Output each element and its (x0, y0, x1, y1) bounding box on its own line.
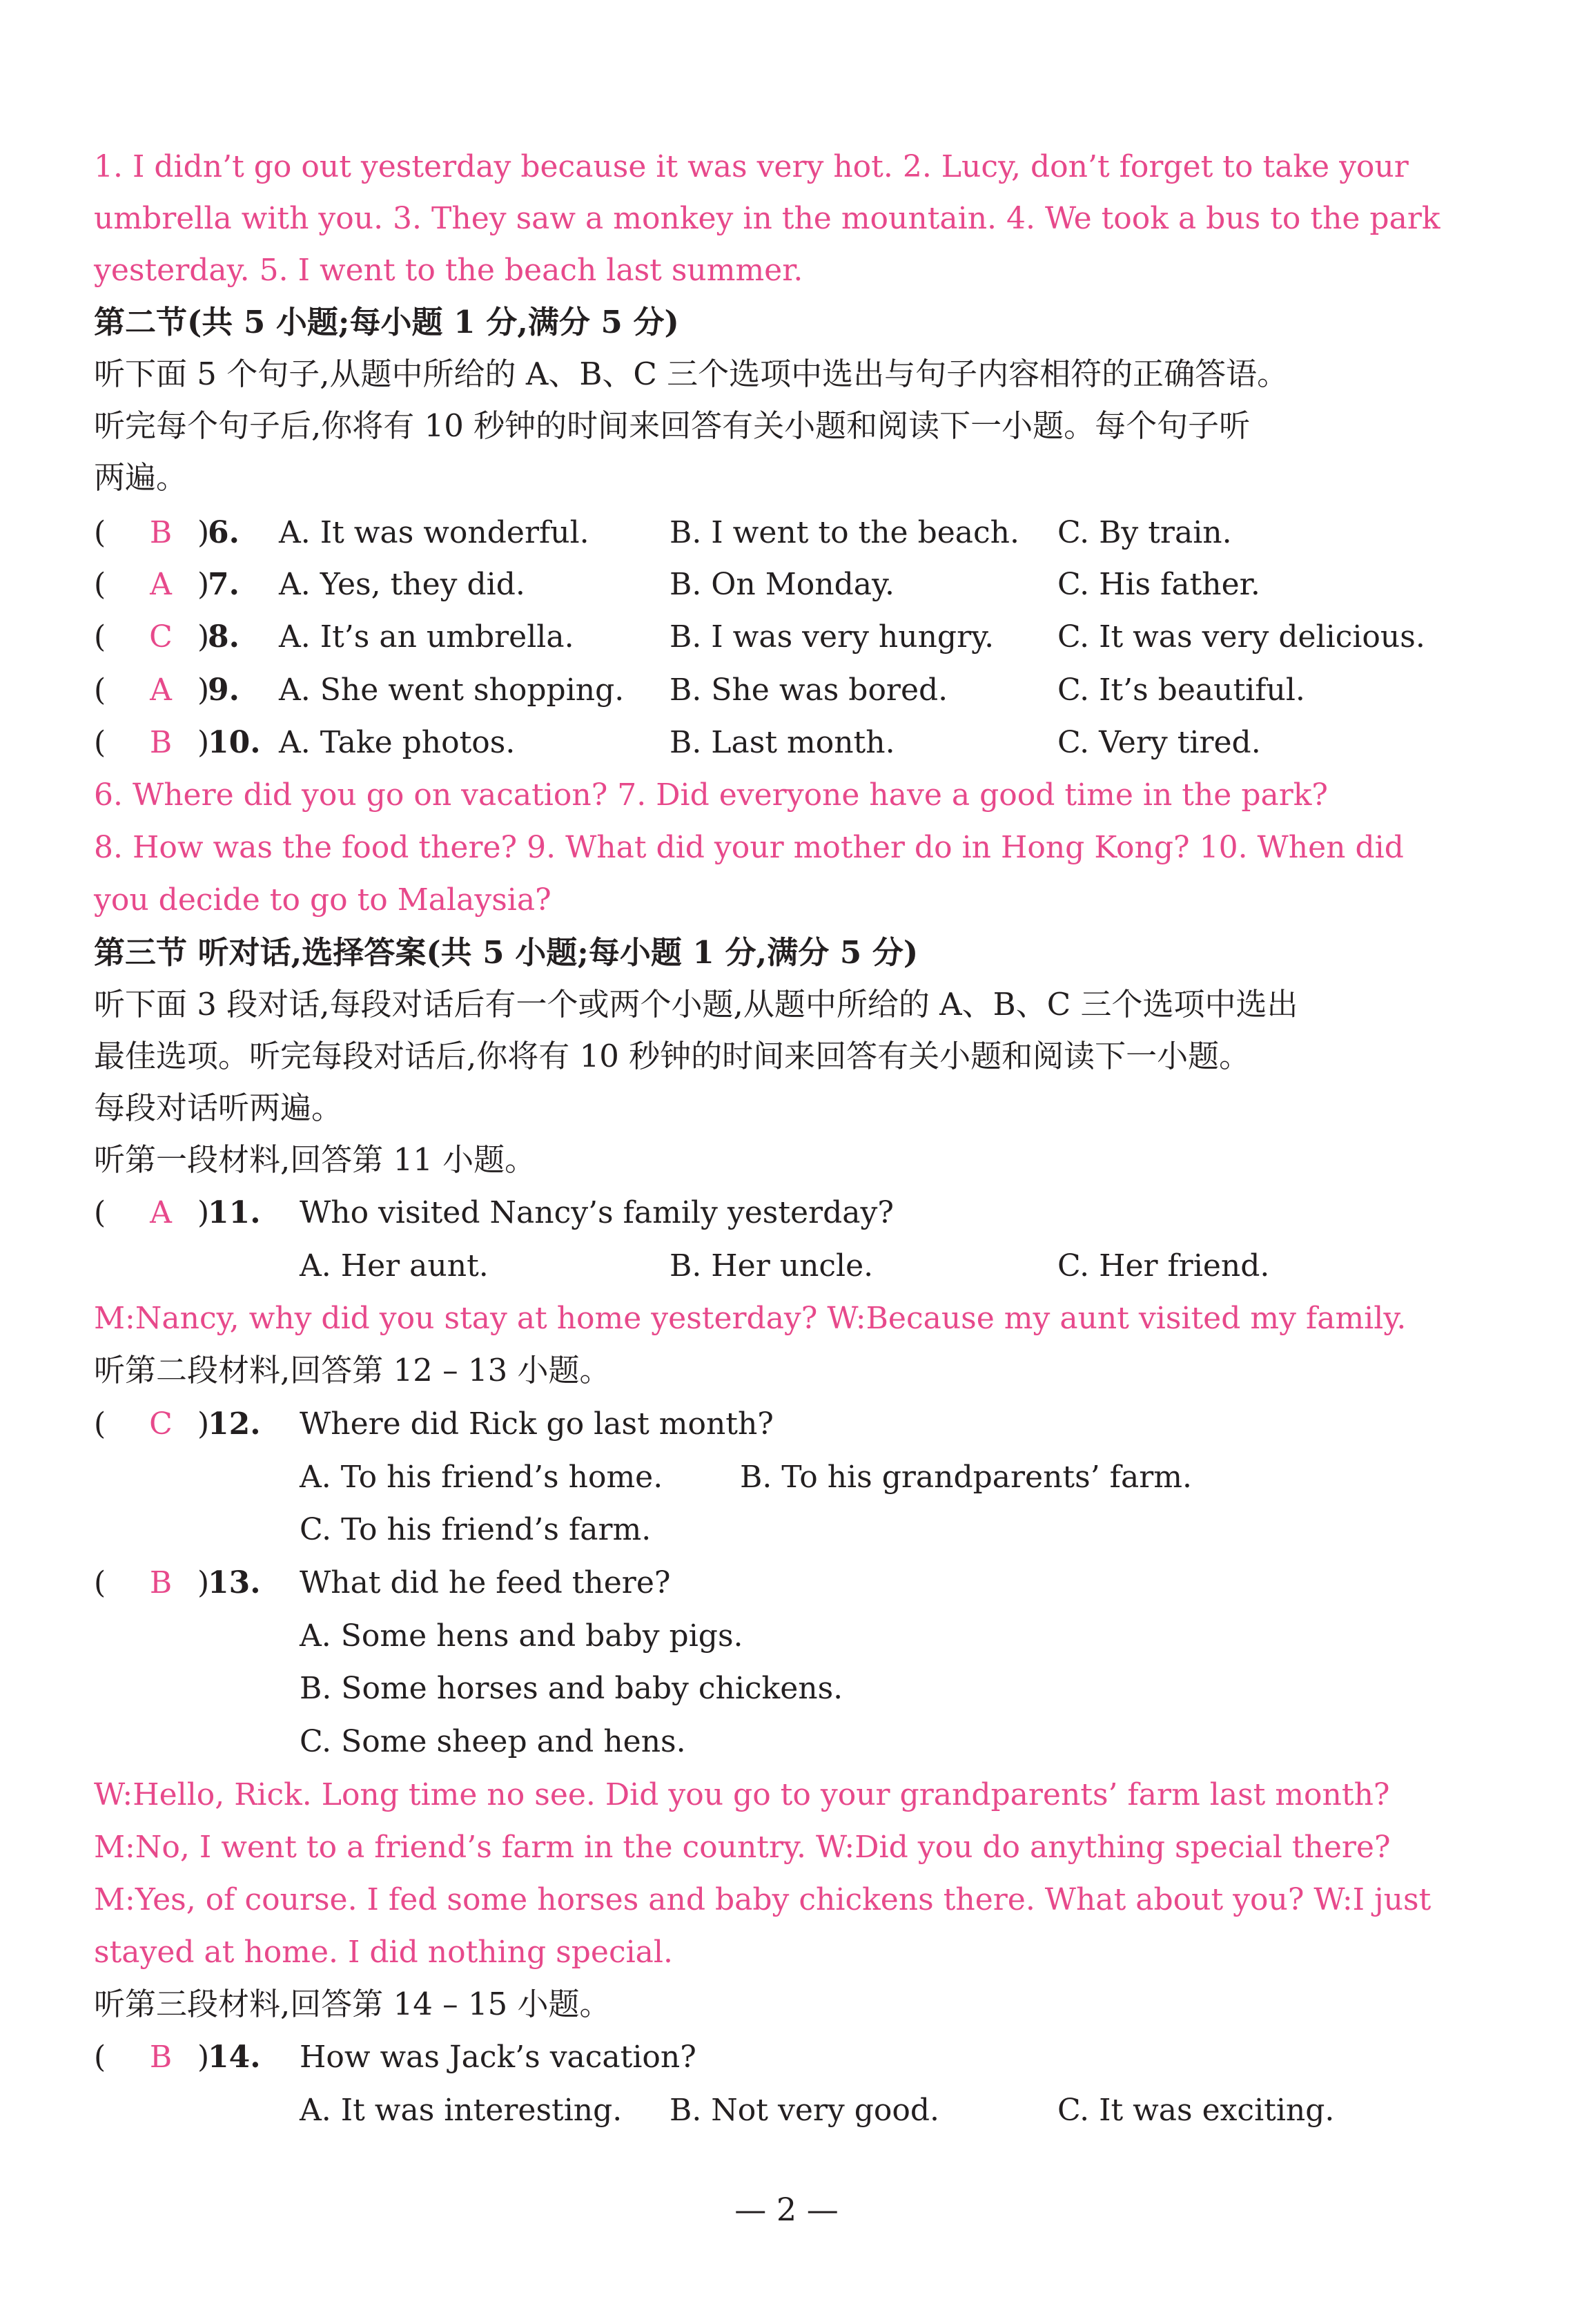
instruction-line: 听完每个句子后,你将有 10 秒钟的时间来回答有关小题和阅读下一小题。每个句子听 (94, 407, 1251, 444)
script-line: M:Nancy, why did you stay at home yesterday? W:Because my aunt visited my family. (94, 1301, 1407, 1336)
option-c: C. By train. (1057, 515, 1232, 550)
option-a: A. Yes, they did. (279, 567, 525, 602)
option-b: B. Last month. (670, 725, 895, 760)
question-number: 7. (208, 567, 240, 602)
option-b: B. I was very hungry. (670, 619, 995, 655)
part-label: 听第三段材料,回答第 14 – 15 小题。 (94, 1986, 611, 2022)
answer-mark: A (150, 567, 172, 602)
part-label: 听第二段材料,回答第 12 – 13 小题。 (94, 1352, 611, 1388)
question-9: ( A ) 9. (94, 670, 1405, 711)
option-c: C. It’s beautiful. (1057, 672, 1305, 708)
question-text: Who visited Nancy’s family yesterday? (300, 1195, 894, 1230)
question-10: ( B ) 10. (94, 722, 1405, 764)
script-line: umbrella with you. 3. They saw a monkey in the mountain. 4. We took a bus to the park (94, 201, 1440, 236)
question-number: 10. (208, 725, 261, 760)
option-c: C. Some sheep and hens. (300, 1724, 686, 1759)
answer-mark: B (149, 2040, 173, 2075)
option-a: A. She went shopping. (279, 672, 625, 708)
part-label: 听第一段材料,回答第 11 小题。 (94, 1141, 536, 1178)
script-line: M:Yes, of course. I fed some horses and baby chickens there. What about you? W:I just (94, 1882, 1432, 1917)
question-7: ( A ) 7. (94, 564, 1405, 606)
question-number: 14. (208, 2040, 261, 2075)
answer-mark: C (149, 1406, 173, 1442)
section2-heading: 第二节(共 5 小题;每小题 1 分,满分 5 分) (94, 304, 679, 340)
section3-heading: 第三节 听对话,选择答案(共 5 小题;每小题 1 分,满分 5 分) (94, 934, 919, 971)
option-b: B. She was bored. (670, 672, 948, 708)
script-line: stayed at home. I did nothing special. (94, 1935, 673, 1970)
answer-mark: A (150, 672, 172, 708)
option-c: C. It was very delicious. (1057, 619, 1425, 655)
option-c: C. It was exciting. (1057, 2093, 1335, 2128)
script-line: 6. Where did you go on vacation? 7. Did everyone have a good time in the park? (94, 777, 1329, 813)
option-c: C. Her friend. (1057, 1248, 1270, 1284)
script-line: 8. How was the food there? 9. What did your mother do in Hong Kong? 10. When did (94, 830, 1404, 865)
page-number: — 2 — (734, 2191, 839, 2228)
question-14: ( B ) 14. How was Jack’s vacation? (94, 2037, 1405, 2078)
answer-mark: B (149, 725, 173, 760)
instruction-line: 每段对话听两遍。 (94, 1090, 343, 1126)
instruction-line: 两遍。 (94, 459, 188, 496)
question-6: ( B ) 6. (94, 512, 1405, 554)
option-a: A. To his friend’s home. (300, 1460, 663, 1495)
question-12: ( C ) 12. Where did Rick go last month? (94, 1404, 1405, 1445)
answer-mark: B (149, 1565, 173, 1600)
option-a: A. It’s an umbrella. (279, 619, 574, 655)
option-c: C. Very tired. (1057, 725, 1261, 760)
option-c: C. His father. (1057, 567, 1260, 602)
question-text: What did he feed there? (300, 1565, 671, 1600)
question-11: ( A ) 11. Who visited Nancy’s family yesterday? (94, 1192, 1405, 1234)
option-b: B. Some horses and baby chickens. (300, 1671, 843, 1706)
option-a: A. Take photos. (279, 725, 516, 760)
option-b: B. On Monday. (670, 567, 895, 602)
question-number: 12. (208, 1406, 261, 1442)
question-text: Where did Rick go last month? (300, 1406, 774, 1442)
script-line: you decide to go to Malaysia? (94, 882, 551, 918)
question-number: 13. (208, 1565, 261, 1600)
question-13: ( B ) 13. What did he feed there? (94, 1562, 1405, 1604)
answer-mark: C (149, 619, 173, 655)
instruction-line: 听下面 5 个句子,从题中所给的 A、B、C 三个选项中选出与句子内容相符的正确答语。 (94, 356, 1289, 392)
question-8: ( C ) 8. (94, 617, 1405, 658)
question-number: 8. (208, 619, 240, 655)
script-line: M:No, I went to a friend’s farm in the country. W:Did you do anything special there? (94, 1830, 1391, 1865)
question-number: 11. (208, 1195, 261, 1230)
question-number: 9. (208, 672, 240, 708)
option-a: A. It was interesting. (300, 2093, 623, 2128)
option-a: A. It was wonderful. (279, 515, 589, 550)
option-b: B. Her uncle. (670, 1248, 874, 1284)
instruction-line: 听下面 3 段对话,每段对话后有一个或两个小题,从题中所给的 A、B、C 三个选项中选出 (94, 986, 1298, 1023)
script-line: yesterday. 5. I went to the beach last summer. (94, 253, 803, 288)
option-b: B. Not very good. (670, 2093, 940, 2128)
option-a: A. Some hens and baby pigs. (300, 1618, 743, 1654)
option-b: B. To his grandparents’ farm. (740, 1460, 1192, 1495)
instruction-line: 最佳选项。听完每段对话后,你将有 10 秒钟的时间来回答有关小题和阅读下一小题。 (94, 1038, 1251, 1074)
option-b: B. I went to the beach. (670, 515, 1019, 550)
script-line: W:Hello, Rick. Long time no see. Did you go to your grandparents’ farm last month? (94, 1777, 1390, 1812)
option-a: A. Her aunt. (300, 1248, 489, 1284)
option-c: C. To his friend’s farm. (300, 1512, 652, 1547)
question-number: 6. (208, 515, 240, 550)
answer-mark: A (150, 1195, 172, 1230)
script-line: 1. I didn’t go out yesterday because it was very hot. 2. Lucy, don’t forget to take your (94, 149, 1409, 184)
question-text: How was Jack’s vacation? (300, 2040, 696, 2075)
answer-mark: B (149, 515, 173, 550)
